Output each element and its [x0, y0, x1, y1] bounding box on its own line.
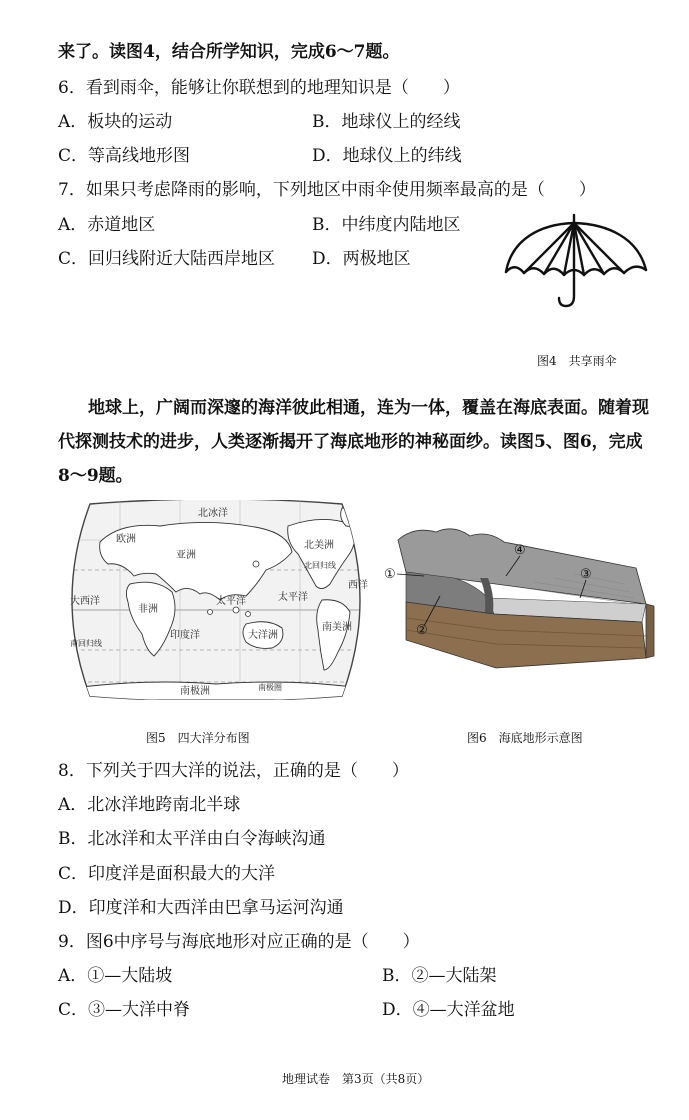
marker-2: ② [416, 623, 428, 638]
q6-option-d: D．地球仪上的纬线 [312, 146, 462, 166]
q7-option-b: B．中纬度内陆地区 [312, 215, 461, 235]
page-footer: 地理试卷 第3页（共8页） [282, 1072, 430, 1086]
q7-option-d: D．两极地区 [312, 249, 411, 269]
map-label-pacific-west: 太平洋 [216, 596, 246, 607]
q9-option-a: A．①—大陆坡 [58, 966, 173, 986]
q8-option-c: C．印度洋是面积最大的大洋 [58, 864, 276, 884]
map-label-pacific-east: 太平洋 [278, 592, 308, 603]
figure-5-caption: 图5 四大洋分布图 [146, 731, 250, 745]
map-label-antarctica: 南极洲 [180, 686, 210, 697]
map-label-asia: 亚洲 [176, 550, 196, 561]
q9-option-d: D．④—大洋盆地 [382, 1000, 515, 1020]
umbrella-figure [498, 210, 656, 315]
map-label-europe: 欧洲 [116, 534, 136, 545]
map-label-indian: 印度洋 [170, 630, 200, 641]
map-label-africa: 非洲 [138, 604, 158, 615]
q6-option-c: C．等高线地形图 [58, 146, 191, 166]
q8-option-a: A．北冰洋地跨南北半球 [58, 795, 241, 815]
marker-3: ③ [580, 567, 592, 582]
marker-1: ① [384, 567, 396, 582]
map-label-antarctic-circle: 南极圈 [258, 683, 282, 692]
map-label-tropic-south: 南回归线 [70, 639, 102, 648]
map-label-arctic: 北冰洋 [198, 508, 228, 519]
map-label-atlantic-west: 大西洋 [70, 596, 100, 607]
seafloor-diagram [384, 518, 656, 678]
world-ocean-map [60, 500, 372, 700]
map-label-oceania: 大洋洲 [248, 630, 278, 641]
q7-option-c: C．回归线附近大陆西岸地区 [58, 249, 276, 269]
passage-line-2: 代探测技术的进步，人类逐渐揭开了海底地形的神秘面纱。读图5、图6，完成 [58, 432, 643, 452]
marker-4: ④ [514, 543, 526, 558]
q6-option-a: A．板块的运动 [58, 112, 173, 132]
figure-6-caption: 图6 海底地形示意图 [467, 731, 583, 745]
q9-option-c: C．③—大洋中脊 [58, 1000, 191, 1020]
q7-stem: 7．如果只考虑降雨的影响，下列地区中雨伞使用频率最高的是（ ） [58, 180, 596, 200]
passage-line-3: 8～9题。 [58, 466, 133, 486]
map-label-atlantic-east: 西洋 [348, 580, 368, 591]
q9-option-b: B．②—大陆架 [382, 966, 497, 986]
q8-option-b: B．北冰洋和太平洋由白令海峡沟通 [58, 829, 326, 849]
q8-stem: 8．下列关于四大洋的说法，正确的是（ ） [58, 761, 409, 781]
q8-option-d: D．印度洋和大西洋由巴拿马运河沟通 [58, 898, 344, 918]
q9-stem: 9．图6中序号与海底地形对应正确的是（ ） [58, 932, 420, 952]
q6-stem: 6．看到雨伞，能够让你联想到的地理知识是（ ） [58, 78, 460, 98]
q7-option-a: A．赤道地区 [58, 215, 156, 235]
figure-4-caption: 图4 共享雨伞 [537, 354, 617, 368]
map-label-tropic-north: 北回归线 [304, 561, 336, 570]
map-label-south-america: 南美洲 [322, 622, 352, 633]
q6-option-b: B．地球仪上的经线 [312, 112, 461, 132]
passage-line-1: 地球上，广阔而深邃的海洋彼此相通，连为一体，覆盖在海底表面。随着现 [88, 398, 649, 418]
intro-line: 来了。读图4，结合所学知识，完成6～7题。 [58, 42, 400, 62]
map-label-north-america: 北美洲 [304, 540, 334, 551]
